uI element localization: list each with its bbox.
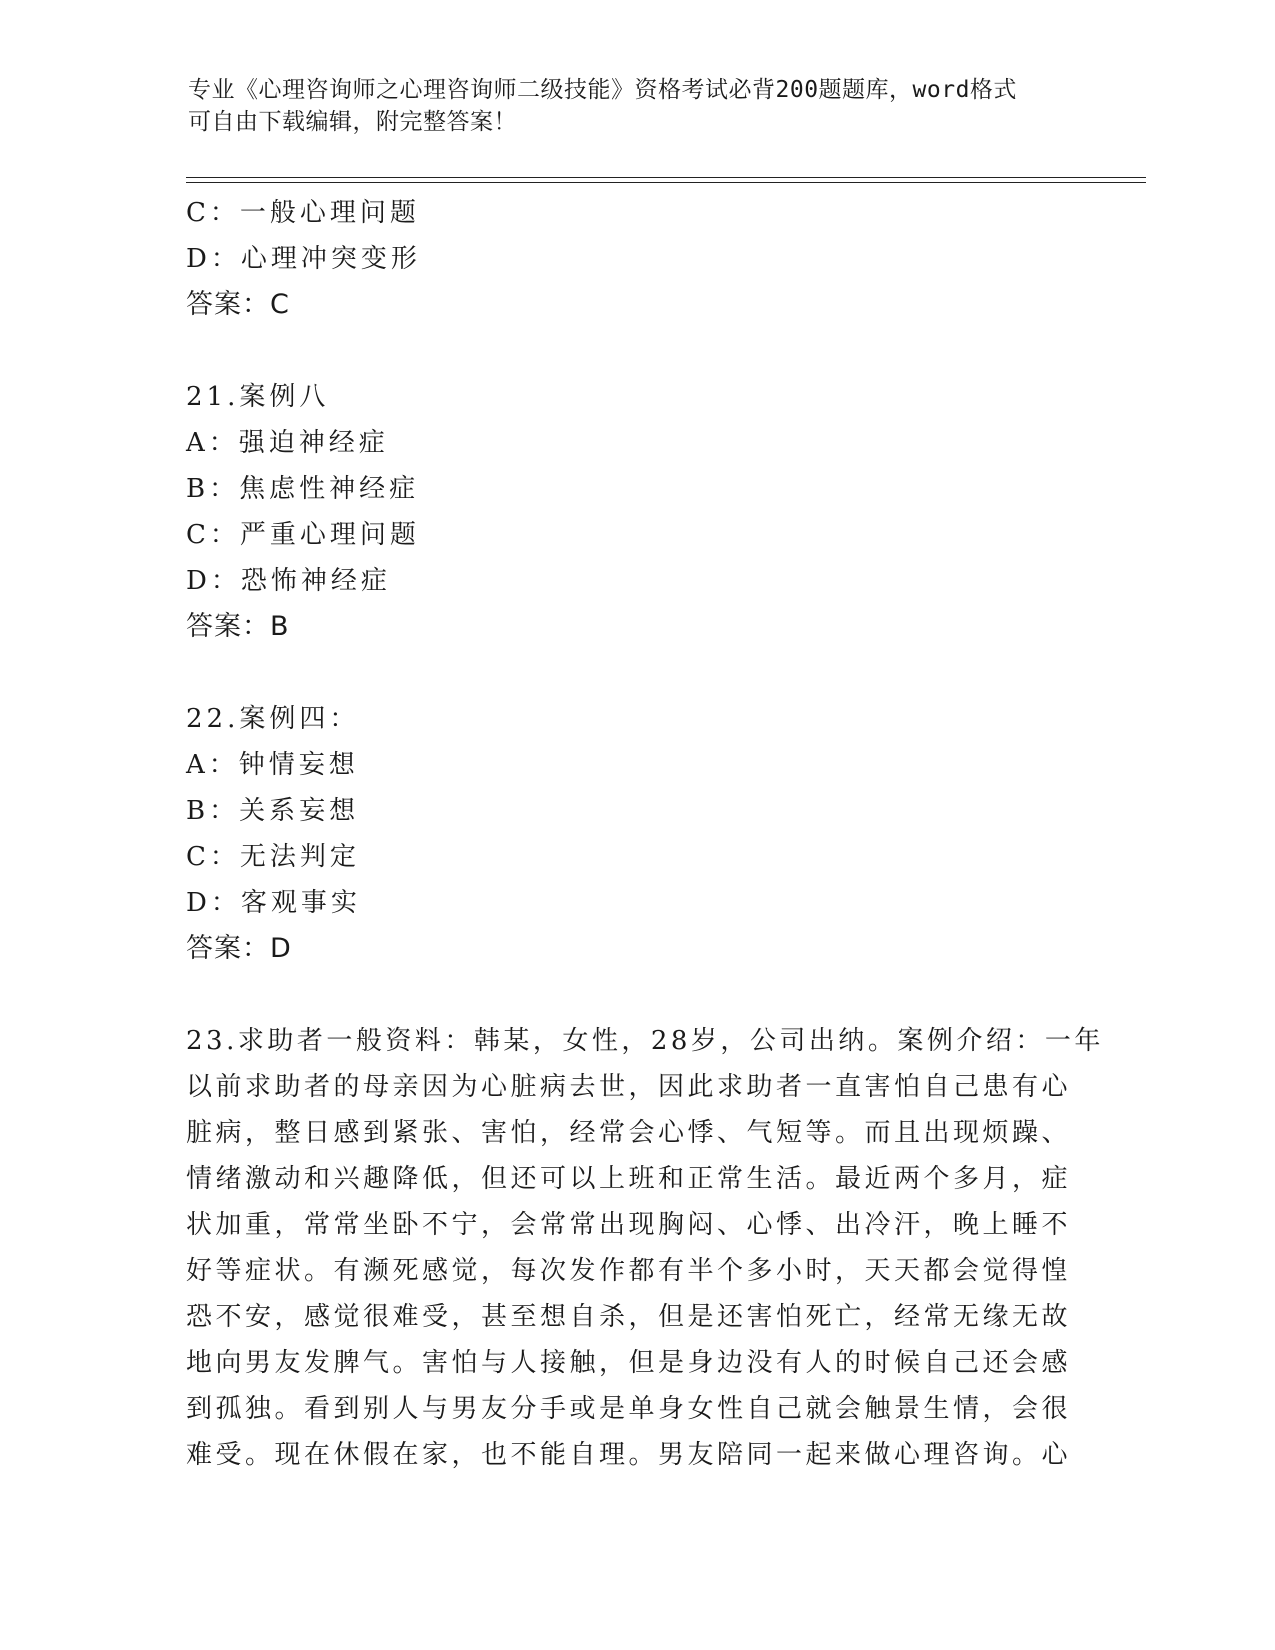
spacer (186, 972, 1086, 1018)
paragraph-line: 情绪激动和兴趣降低，但还可以上班和正常生活。最近两个多月，症 (186, 1164, 1072, 1194)
question-22 (186, 696, 1086, 972)
paragraph-line: 状加重，常常坐卧不宁，会常常出现胸闷、心悸、出冷汗，晚上睡不 (186, 1210, 1072, 1240)
spacer (186, 328, 1086, 374)
question-21 (186, 374, 1086, 650)
option-c: C：一般心理问题 (186, 198, 420, 228)
option-b: B：关系妄想 (186, 796, 360, 826)
option-b: B：焦虑性神经症 (186, 474, 420, 504)
paragraph-line: 23.求助者一般资料：韩某，女性，28岁，公司出纳。案例介绍：一年 (186, 1026, 1104, 1056)
option-c: C：无法判定 (186, 842, 360, 872)
paragraph-line: 难受。现在休假在家，也不能自理。男友陪同一起来做心理咨询。心 (186, 1440, 1072, 1470)
question-stem: 22.案例四： (186, 704, 360, 734)
question-content (186, 190, 1104, 1478)
question-23 (186, 1018, 1104, 1478)
document-header (188, 74, 1068, 138)
header-line-2: 可自由下载编辑，附完整答案！ (188, 109, 517, 135)
header-divider-top (186, 177, 1146, 178)
paragraph-line: 恐不安，感觉很难受，甚至想自杀，但是还害怕死亡，经常无缘无故 (186, 1302, 1072, 1332)
option-d: D：心理冲突变形 (186, 244, 421, 274)
answer-line: 答案：D (186, 933, 292, 964)
option-d: D：客观事实 (186, 888, 361, 918)
answer-line: 答案：C (186, 289, 290, 320)
header-divider-bottom (186, 182, 1146, 183)
paragraph-line: 好等症状。有濒死感觉，每次发作都有半个多小时，天天都会觉得惶 (186, 1256, 1072, 1286)
option-d: D：恐怖神经症 (186, 566, 391, 596)
option-c: C：严重心理问题 (186, 520, 420, 550)
option-a: A：钟情妄想 (186, 750, 359, 780)
question-20-tail (186, 190, 1086, 328)
paragraph-line: 到孤独。看到别人与男友分手或是单身女性自己就会触景生情，会很 (186, 1394, 1072, 1424)
paragraph-line: 地向男友发脾气。害怕与人接触，但是身边没有人的时候自己还会感 (186, 1348, 1072, 1378)
paragraph-line: 脏病，整日感到紧张、害怕，经常会心悸、气短等。而且出现烦躁、 (186, 1118, 1072, 1148)
spacer (186, 650, 1086, 696)
header-line-1: 专业《心理咨询师之心理咨询师二级技能》资格考试必背200题题库，word格式 (188, 77, 1017, 103)
option-a: A：强迫神经症 (186, 428, 389, 458)
answer-line: 答案：B (186, 611, 290, 642)
question-stem: 21.案例八 (186, 382, 330, 412)
paragraph-line: 以前求助者的母亲因为心脏病去世，因此求助者一直害怕自己患有心 (186, 1072, 1072, 1102)
